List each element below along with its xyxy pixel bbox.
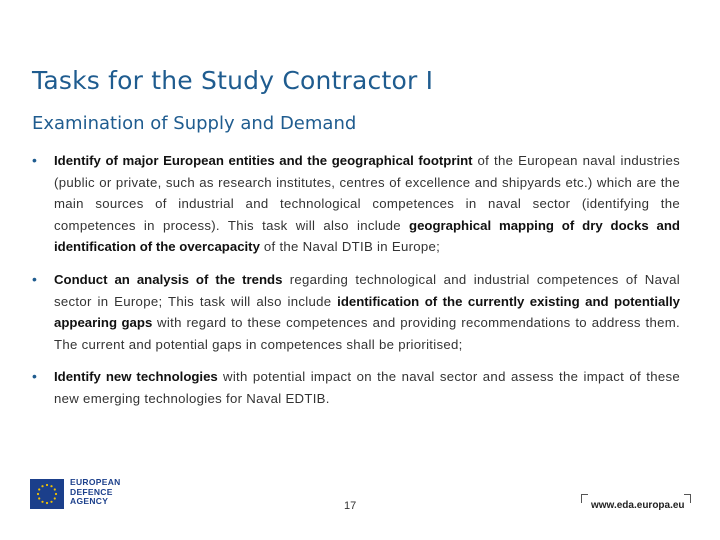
bullet-text: with potential impact on the naval sector and assess the impact of these new emerging technologies for Naval EDTIB.	[54, 369, 680, 406]
star-icon	[54, 488, 56, 490]
star-icon	[54, 497, 56, 499]
bullet-text-bold: Identify of major European entities and the geographical footprint	[54, 153, 473, 168]
star-icon	[46, 502, 48, 504]
logo-line: EUROPEAN	[70, 477, 121, 487]
bullet-text-bold: Identify new technologies	[54, 369, 218, 385]
bullet-text-bold: geographical mapping of dry docks and identification of the overcapacity	[54, 217, 680, 255]
bullet-list	[30, 150, 680, 421]
bullet-text-bold: Conduct an analysis of the trends	[54, 271, 283, 287]
corner-bracket-left	[581, 494, 588, 503]
star-icon	[50, 501, 52, 503]
star-icon	[37, 493, 39, 495]
bullet-item	[30, 150, 680, 258]
slide-title: Tasks for the Study Contractor I	[32, 66, 434, 95]
eu-flag-icon	[30, 479, 64, 509]
eu-stars-icon	[30, 479, 64, 509]
footer-url[interactable]: www.eda.europa.eu	[591, 500, 685, 511]
logo-line: AGENCY	[70, 496, 109, 506]
star-icon	[50, 485, 52, 487]
eda-logo	[30, 476, 126, 516]
slide-subtitle: Examination of Supply and Demand	[32, 113, 357, 134]
star-icon	[55, 493, 57, 495]
bullet-dot-icon: •	[32, 152, 37, 168]
star-icon	[38, 488, 40, 490]
logo-line: DEFENCE	[70, 486, 113, 497]
bullet-text: of the Naval DTIB in Europe;	[259, 239, 441, 255]
bullet-dot-icon: •	[32, 270, 37, 287]
bullet-dot-icon: •	[32, 368, 37, 385]
bullet-text: with regard to these competences and providing recommendations to address them. The current and potential gaps in competences shall be prioritised;	[54, 315, 680, 352]
logo-text	[70, 478, 130, 507]
bullet-text: of the European naval industries (public or private, such as research institutes, centres of excellence and shipyards etc.) which are the main sources of industrial and technological competences in naval sector (identifying the competences in process). This task will also include	[54, 153, 680, 233]
corner-bracket-right	[684, 494, 691, 503]
star-icon	[38, 497, 40, 499]
star-icon	[41, 501, 43, 503]
star-icon	[46, 484, 48, 486]
bullet-text-bold: identification of the currently existing and potentially appearing gaps	[54, 293, 680, 331]
bullet-item	[30, 366, 680, 409]
bullet-text: regarding technological and industrial competences of Naval sector in Europe; This task will also include	[54, 271, 680, 309]
star-icon	[41, 485, 43, 487]
page-number: 17	[344, 500, 357, 512]
bullet-item	[30, 269, 680, 355]
